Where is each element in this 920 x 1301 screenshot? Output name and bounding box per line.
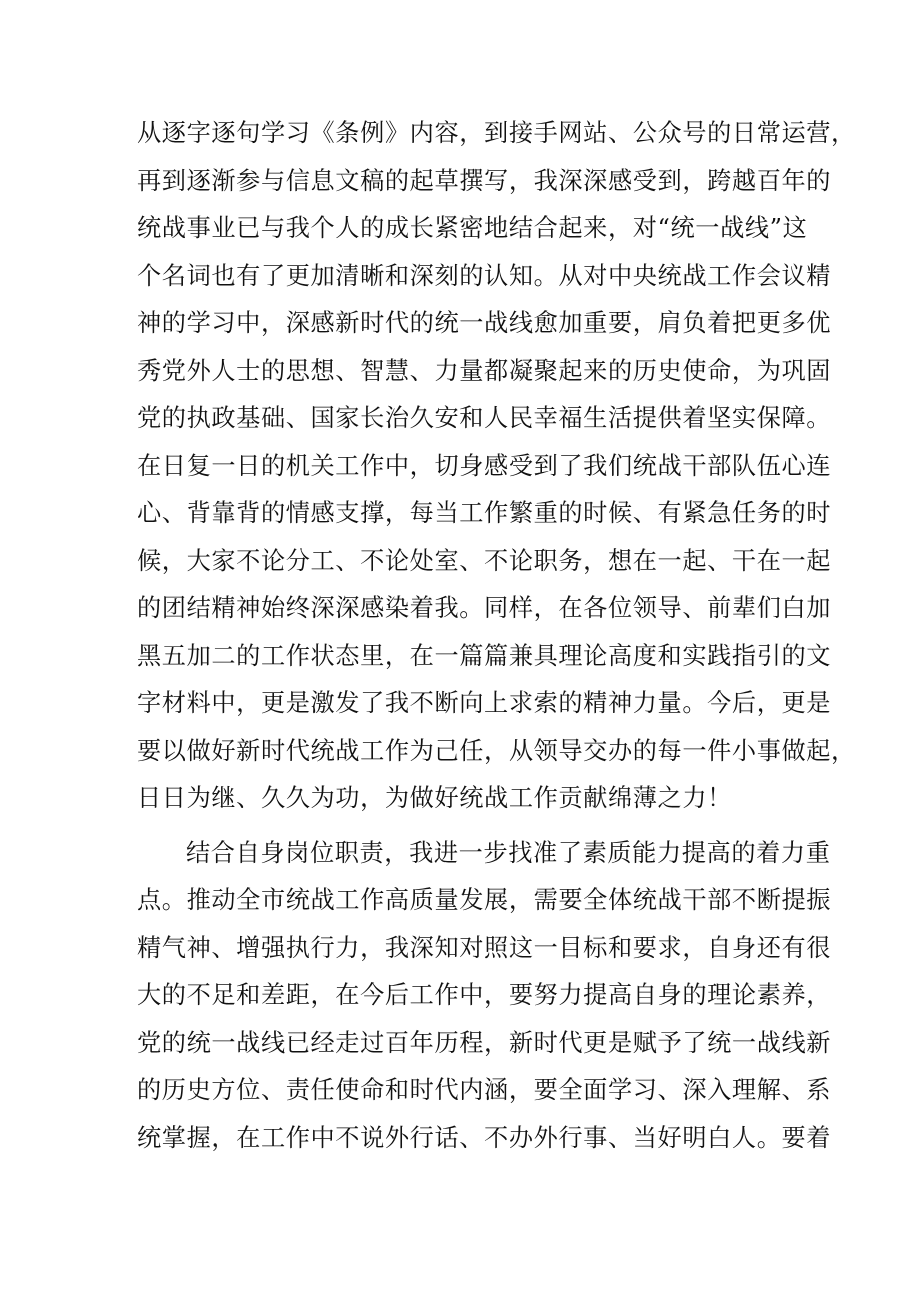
paragraph-line: 候，大家不论分工、不论处室、不论职务，想在一起、干在一起 <box>137 546 832 575</box>
paragraph-gap <box>137 823 802 830</box>
paragraph-line: 要以做好新时代统战工作为己任，从领导交办的每一件小事做起， <box>137 736 856 765</box>
paragraph-line: 在日复一日的机关工作中，切身感受到了我们统战干部队伍心连 <box>137 451 832 480</box>
paragraph-line: 神的学习中，深感新时代的统一战线愈加重要，肩负着把更多优 <box>137 309 832 337</box>
paragraph-line: 党的统一战线已经走过百年历程，新时代更是赋予了统一战线新 <box>137 1028 832 1057</box>
paragraph-line: 的团结精神始终深深感染着我。同样，在各位领导、前辈们白加 <box>137 594 832 622</box>
paragraph-line: 大的不足和差距，在今后工作中，要努力提高自身的理论素养， <box>137 981 832 1009</box>
paragraph-line: 个名词也有了更加清晰和深刻的认知。从对中央统战工作会议精 <box>137 261 832 290</box>
paragraph-line: 秀党外人士的思想、智慧、力量都凝聚起来的历史使命，为巩固 <box>137 356 832 385</box>
paragraph-line: 字材料中，更是激发了我不断向上求索的精神力量。今后，更是 <box>137 689 832 717</box>
paragraph-line: 再到逐渐参与信息文稿的起草撰写，我深深感受到，跨越百年的 <box>137 166 832 195</box>
paragraph-line: 统掌握，在工作中不说外行话、不办外行事、当好明白人。要着 <box>137 1123 832 1152</box>
paragraph-line: 点。推动全市统战工作高质量发展，需要全体统战干部不断提振 <box>137 886 832 914</box>
paragraph-line: 黑五加二的工作状态里，在一篇篇兼具理论高度和实践指引的文 <box>137 641 832 670</box>
document-body <box>137 110 856 1162</box>
paragraph-2 <box>137 830 832 1163</box>
paragraph-1 <box>137 110 856 823</box>
paragraph-line: 日日为继、久久为功，为做好统战工作贡献绵薄之力！ <box>137 784 732 812</box>
paragraph-line: 统战事业已与我个人的成长紧密地结合起来，对“统一战线”这 <box>137 214 808 242</box>
paragraph-line: 的历史方位、责任使命和时代内涵，要全面学习、深入理解、系 <box>137 1076 832 1104</box>
paragraph-line: 心、背靠背的情感支撑，每当工作繁重的时候、有紧急任务的时 <box>137 499 832 527</box>
paragraph-line: 党的执政基础、国家长治久安和人民幸福生活提供着坚实保障。 <box>137 404 832 432</box>
paragraph-line: 结合自身岗位职责，我进一步找准了素质能力提高的着力重 <box>186 838 831 867</box>
paragraph-line: 精气神、增强执行力，我深知对照这一目标和要求，自身还有很 <box>137 933 832 962</box>
paragraph-line: 从逐字逐句学习《条例》内容，到接手网站、公众号的日常运营， <box>137 119 856 147</box>
